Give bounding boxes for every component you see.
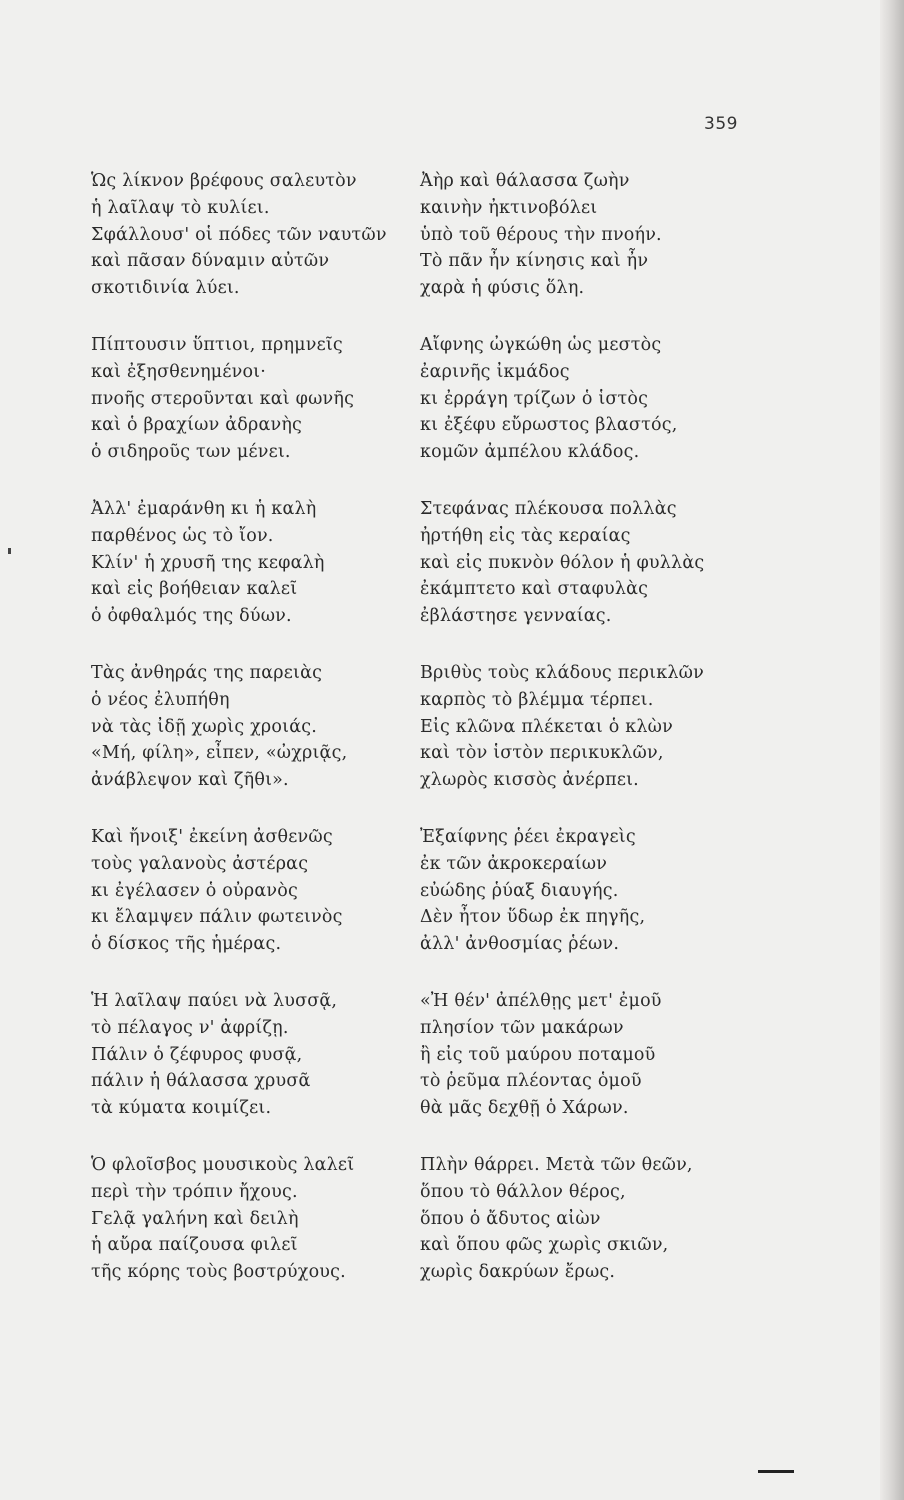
stanza [420,1152,750,1316]
verse-line: ὁ σιδηροῦς των μένει. [91,442,291,463]
margin-mark [8,548,11,554]
verse-line: ὁ δίσκος τῆς ἡμέρας. [91,934,282,955]
verse-line: ὁ ὀφθαλμός της δύων. [91,606,292,627]
verse-line: ἢ εἰς τοῦ μαύρου ποταμοῦ [420,1044,656,1065]
page-number: 359 [704,114,738,134]
poem-column-left [91,168,421,1316]
verse-line: τὸ ῥεῦμα πλέοντας ὁμοῦ [420,1071,642,1092]
verse-line: χωρὶς δακρύων ἔρως. [420,1262,616,1283]
verse-line: Πίπτουσιν ὕπτιοι, πρημνεῖς [91,335,343,355]
verse-line: ἠρτήθη εἰς τὰς κεραίας [420,525,631,546]
verse-line: Ὡς λίκνον βρέφους σαλευτὸν [91,171,357,191]
verse-line: καὶ πᾶσαν δύναμιν αὐτῶν [91,251,330,272]
verse-line: κι ἐρράγη τρίζων ὁ ἱστὸς [420,388,649,409]
stanza [91,332,421,496]
stanza [91,496,421,660]
stanza [420,824,750,988]
verse-line: ὁ νέος ἐλυπήθη [91,689,230,710]
stanza [420,660,750,824]
verse-line: ὅπου ὁ ἄδυτος αἰὼν [420,1208,601,1229]
verse-line: Βριθὺς τοὺς κλάδους περικλῶν [420,663,704,683]
verse-line: κι ἐξέφυ εὔρωστος βλαστός, [420,415,678,436]
verse-line: καὶ εἰς πυκνὸν θόλον ἡ φυλλὰς [420,552,705,573]
stanza [91,988,421,1152]
verse-line: τοὺς γαλανοὺς ἀστέρας [91,853,309,874]
verse-line: ἐβλάστησε γενναίας. [420,606,612,627]
verse-line: πάλιν ἡ θάλασσα χρυσᾶ [91,1071,311,1092]
verse-line: ἀνάβλεψον καὶ ζῆθι». [91,770,289,791]
stanza [91,1152,421,1316]
verse-line: ἐκ τῶν ἀκροκεραίων [420,853,608,874]
stanza [91,660,421,824]
verse-line: ὑπὸ τοῦ θέρους τὴν πνοήν. [420,224,662,245]
verse-line: «Ἠ θέν' ἀπέλθῃς μετ' ἐμοῦ [420,991,662,1011]
stanza [420,496,750,660]
verse-line: παρθένος ὡς τὸ ἴον. [91,525,274,546]
verse-line: χαρὰ ἡ φύσις ὅλη. [420,278,585,299]
verse-line: ἡ λαῖλαψ τὸ κυλίει. [91,197,270,218]
verse-line: ἐαρινῆς ἰκμάδος [420,361,570,382]
verse-line: Ἀὴρ καὶ θάλασσα ζωὴν [420,171,630,191]
verse-line: Ἡ λαῖλαψ παύει νὰ λυσσᾷ, [91,991,338,1011]
verse-line: Πλὴν θάρρει. Μετὰ τῶν θεῶν, [420,1155,693,1175]
corner-rule [758,1470,794,1473]
verse-line: κομῶν ἀμπέλου κλάδος. [420,442,640,463]
verse-line: τὰ κύματα κοιμίζει. [91,1098,272,1119]
verse-line: Δὲν ἦτον ὕδωρ ἐκ πηγῆς, [420,907,646,928]
verse-line: καὶ ὅπου φῶς χωρὶς σκιῶν, [420,1235,669,1256]
stanza [420,988,750,1152]
verse-line: Καὶ ἤνοιξ' ἐκείνη ἀσθενῶς [91,827,333,847]
verse-line: Αἴφνης ὠγκώθη ὡς μεστὸς [420,335,662,355]
verse-line: καὶ ὁ βραχίων ἀδρανὴς [91,415,303,436]
verse-line: νὰ τὰς ἰδῇ χωρὶς χροιάς. [91,716,317,737]
verse-line: Τὰς ἀνθηράς της παρειὰς [91,663,323,683]
stanza [91,168,421,332]
verse-line: «Μή, φίλη», εἶπεν, «ὠχριᾷς, [91,743,348,764]
stanza [91,824,421,988]
verse-line: πλησίον τῶν μακάρων [420,1017,624,1038]
verse-line: Εἰς κλῶνα πλέκεται ὁ κλὼν [420,716,673,737]
page-edge-shadow [880,0,904,1500]
verse-line: ἀλλ' ἀνθοσμίας ῥέων. [420,934,620,955]
verse-line: ὅπου τὸ θάλλον θέρος, [420,1181,626,1202]
verse-line: Σφάλλουσ' οἱ πόδες τῶν ναυτῶν [91,224,387,245]
poem-column-right [420,168,750,1316]
verse-line: Στεφάνας πλέκουσα πολλὰς [420,499,677,519]
verse-line: καὶ τὸν ἱστὸν περικυκλῶν, [420,743,664,764]
stanza [420,168,750,332]
verse-line: Ἐξαίφνης ῥέει ἐκραγεὶς [420,827,636,847]
stanza [420,332,750,496]
verse-line: τὸ πέλαγος ν' ἀφρίζῃ. [91,1017,289,1038]
verse-line: κι ἔλαμψεν πάλιν φωτεινὸς [91,907,343,928]
verse-line: θὰ μᾶς δεχθῇ ὁ Χάρων. [420,1098,629,1119]
verse-line: εὐώδης ῥύαξ διαυγής. [420,880,619,901]
verse-line: καρπὸς τὸ βλέμμα τέρπει. [420,689,654,710]
verse-line: Γελᾷ γαλήνη καὶ δειλὴ [91,1208,299,1229]
verse-line: Ὁ φλοῖσβος μουσικοὺς λαλεῖ [91,1155,355,1175]
verse-line: σκοτιδινία λύει. [91,278,240,299]
verse-line: ἡ αὔρα παίζουσα φιλεῖ [91,1235,298,1256]
verse-line: κι ἐγέλασεν ὁ οὐρανὸς [91,880,298,901]
verse-line: ἐκάμπτετο καὶ σταφυλὰς [420,579,649,600]
verse-line: πνοῆς στεροῦνται καὶ φωνῆς [91,388,355,409]
verse-line: καὶ ἐξησθενημένοι· [91,361,267,382]
verse-line: Ἀλλ' ἐμαράνθη κι ἡ καλὴ [91,499,317,519]
verse-line: Κλίν' ἡ χρυσῆ της κεφαλὴ [91,552,325,573]
verse-line: χλωρὸς κισσὸς ἀνέρπει. [420,770,639,791]
verse-line: τῆς κόρης τοὺς βοστρύχους. [91,1262,346,1283]
verse-line: καὶ εἰς βοήθειαν καλεῖ [91,579,298,600]
verse-line: Πάλιν ὁ ζέφυρος φυσᾷ, [91,1044,303,1065]
verse-line: περὶ τὴν τρόπιν ἤχους. [91,1181,298,1202]
verse-line: Τὸ πᾶν ἦν κίνησις καὶ ἦν [420,251,649,272]
verse-line: καινὴν ἠκτινοβόλει [420,197,598,218]
